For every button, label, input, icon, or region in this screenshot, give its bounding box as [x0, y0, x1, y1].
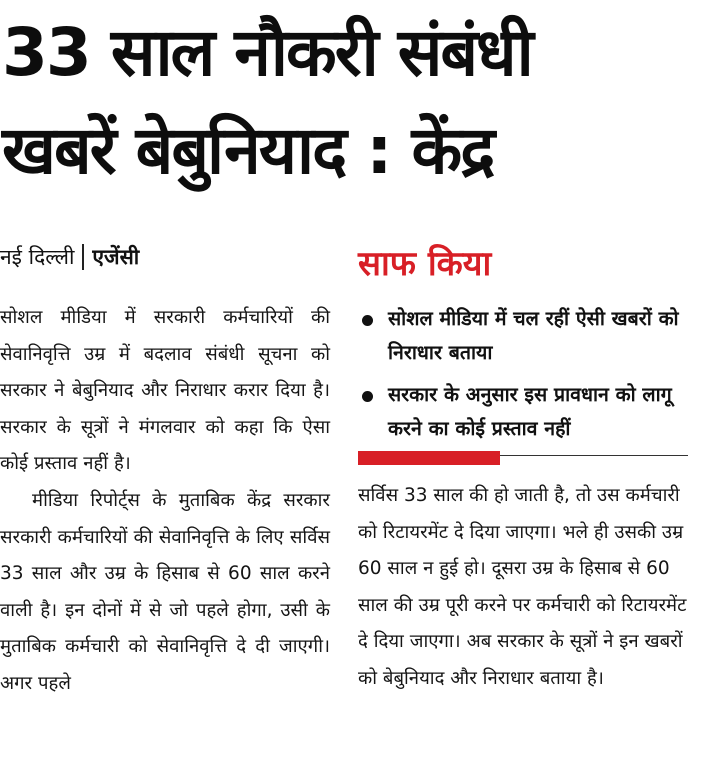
sidebar-bullet-list	[358, 302, 698, 454]
dateline-separator	[82, 244, 84, 270]
headline-line-1: 33 साल नौकरी संबंधी	[2, 14, 532, 91]
left-paragraph-2: मीडिया रिपोर्ट्स के मुताबिक केंद्र सरकार सरकारी कर्मचारियों की सेवानिवृत्ति के लिए सर्विस 33 साल और उम्र के हिसाब से 60 साल करने वाली है। इन दोनों में से जो पहले होगा, उसी के मुताबिक कर्मचारी को सेवानिवृत्ति दे दी जाएगी। अगर पहले	[0, 489, 330, 694]
divider-accent-bar	[358, 451, 500, 465]
article-left-column	[0, 300, 330, 703]
article-right-column	[358, 478, 690, 698]
sidebar-bullet-item	[358, 378, 698, 446]
bullet-dot-icon	[362, 315, 373, 326]
headline	[2, 4, 718, 200]
dateline-city: नई दिल्ली	[0, 245, 75, 269]
bullet-dot-icon	[362, 391, 373, 402]
sidebar-title: साफ किया	[358, 244, 492, 284]
dateline	[0, 242, 139, 272]
sidebar-bullet-item	[358, 302, 698, 370]
sidebar-bullet-text: सरकार के अनुसार इस प्रावधान को लागू करने का कोई प्रस्ताव नहीं	[388, 383, 672, 440]
dateline-agency: एजेंसी	[92, 245, 140, 269]
right-paragraph-1: सर्विस 33 साल की हो जाती है, तो उस कर्मचारी को रिटायरमेंट दे दिया जाएगा। भले ही उसकी उम्र 60 साल न हुई हो। दूसरा उम्र के हिसाब से 60 साल की उम्र पूरी करने पर कर्मचारी को रिटायरमेंट दे दिया जाएगा। अब सरकार के सूत्रों ने इन खबरों को बेबुनियाद और निराधार बताया है।	[358, 485, 687, 689]
left-paragraph-1: सोशल मीडिया में सरकारी कर्मचारियों की सेवानिवृत्ति उम्र में बदलाव संबंधी सूचना को सरकार ने बेबुनियाद और निराधार करार दिया है। सरकार के सूत्रों ने मंगलवार को कहा कि ऐसा कोई प्रस्ताव नहीं है।	[0, 307, 330, 475]
headline-line-2: खबरें बेबुनियाद : केंद्र	[2, 112, 494, 189]
sidebar-bullet-text: सोशल मीडिया में चल रहीं ऐसी खबरों को निराधार बताया	[388, 307, 679, 364]
